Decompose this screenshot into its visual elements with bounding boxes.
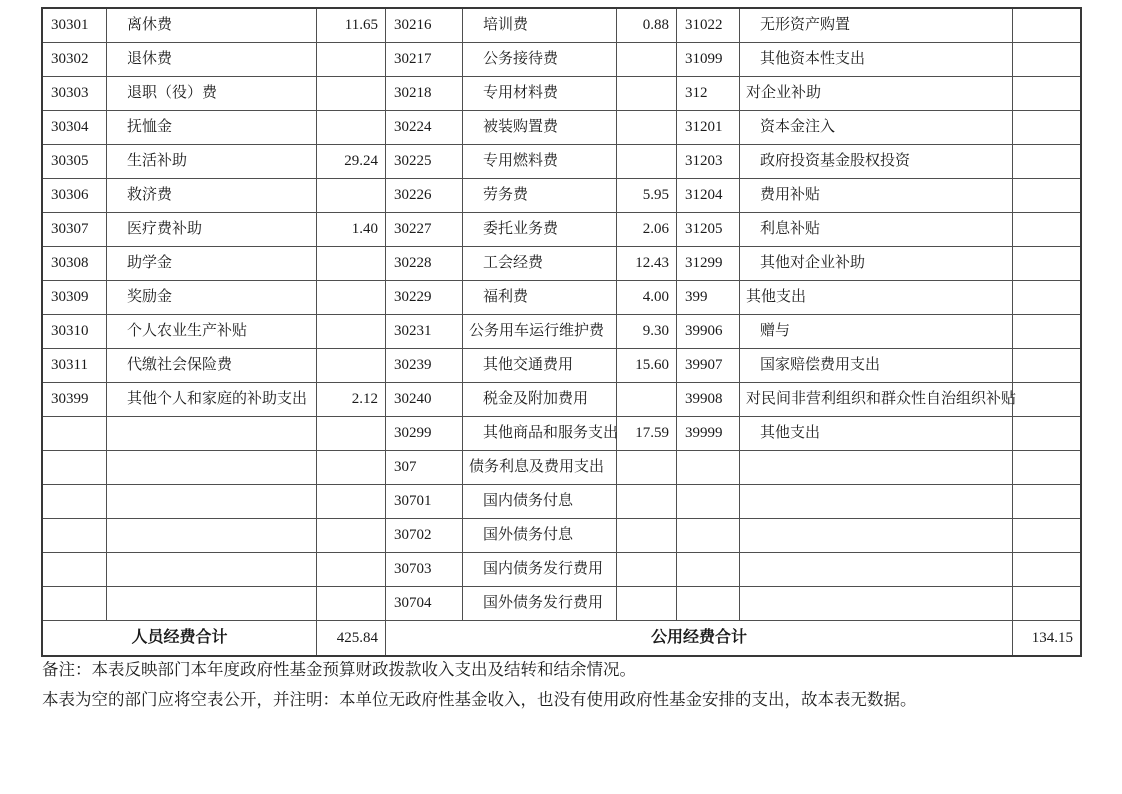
name-cell: 其他个人和家庭的补助支出 [107, 383, 317, 417]
code-cell [43, 553, 107, 587]
name-cell: 公务接待费 [463, 43, 617, 77]
name-cell: 退休费 [107, 43, 317, 77]
name-cell: 无形资产购置 [740, 9, 1013, 43]
name-cell: 专用材料费 [463, 77, 617, 111]
value-cell [1013, 247, 1080, 281]
code-cell: 30225 [386, 145, 463, 179]
value-cell: 1.40 [317, 213, 386, 247]
code-cell: 30307 [43, 213, 107, 247]
code-cell [43, 519, 107, 553]
code-cell: 30306 [43, 179, 107, 213]
value-cell [1013, 383, 1080, 417]
value-cell [1013, 417, 1080, 451]
value-cell [1013, 281, 1080, 315]
code-cell: 31099 [677, 43, 740, 77]
name-cell [107, 451, 317, 485]
code-cell: 30305 [43, 145, 107, 179]
name-cell: 福利费 [463, 281, 617, 315]
code-cell [43, 587, 107, 621]
name-cell: 医疗费补助 [107, 213, 317, 247]
code-cell: 399 [677, 281, 740, 315]
value-cell [317, 77, 386, 111]
value-cell [1013, 553, 1080, 587]
value-cell [617, 77, 677, 111]
name-cell: 其他支出 [740, 281, 1013, 315]
name-cell [107, 519, 317, 553]
value-cell: 11.65 [317, 9, 386, 43]
name-cell: 其他支出 [740, 417, 1013, 451]
code-cell: 30240 [386, 383, 463, 417]
name-cell [740, 553, 1013, 587]
code-cell: 30311 [43, 349, 107, 383]
value-cell [617, 451, 677, 485]
code-cell: 30229 [386, 281, 463, 315]
value-cell [317, 417, 386, 451]
code-cell [677, 519, 740, 553]
name-cell: 资本金注入 [740, 111, 1013, 145]
code-cell: 30304 [43, 111, 107, 145]
government-fund-budget-table [41, 7, 1082, 657]
code-cell: 39999 [677, 417, 740, 451]
value-cell [1013, 519, 1080, 553]
code-cell: 31022 [677, 9, 740, 43]
name-cell: 专用燃料费 [463, 145, 617, 179]
value-cell: 15.60 [617, 349, 677, 383]
value-cell [617, 43, 677, 77]
total-right-value: 134.15 [1031, 629, 1073, 646]
name-cell: 国家赔偿费用支出 [740, 349, 1013, 383]
value-cell [617, 553, 677, 587]
code-cell: 30701 [386, 485, 463, 519]
code-cell: 30216 [386, 9, 463, 43]
name-cell: 奖励金 [107, 281, 317, 315]
value-cell [617, 519, 677, 553]
value-cell: 0.88 [617, 9, 677, 43]
code-cell: 30217 [386, 43, 463, 77]
code-cell: 39907 [677, 349, 740, 383]
value-cell: 17.59 [617, 417, 677, 451]
name-cell: 税金及附加费用 [463, 383, 617, 417]
name-cell: 离休费 [107, 9, 317, 43]
value-cell [1013, 349, 1080, 383]
value-cell [1013, 213, 1080, 247]
name-cell: 工会经费 [463, 247, 617, 281]
code-cell: 30399 [43, 383, 107, 417]
name-cell: 委托业务费 [463, 213, 617, 247]
code-cell: 30702 [386, 519, 463, 553]
name-cell: 培训费 [463, 9, 617, 43]
value-cell [317, 485, 386, 519]
code-cell: 30302 [43, 43, 107, 77]
code-cell: 31205 [677, 213, 740, 247]
name-cell: 其他对企业补助 [740, 247, 1013, 281]
value-cell [317, 349, 386, 383]
code-cell: 30299 [386, 417, 463, 451]
value-cell: 5.95 [617, 179, 677, 213]
name-cell: 代缴社会保险费 [107, 349, 317, 383]
value-cell: 12.43 [617, 247, 677, 281]
value-cell [317, 281, 386, 315]
code-cell: 31203 [677, 145, 740, 179]
code-cell: 30308 [43, 247, 107, 281]
name-cell: 国内债务发行费用 [463, 553, 617, 587]
code-cell: 30239 [386, 349, 463, 383]
code-cell [677, 587, 740, 621]
name-cell: 个人农业生产补贴 [107, 315, 317, 349]
code-cell: 39908 [677, 383, 740, 417]
total-left-label: 人员经费合计 [43, 621, 317, 655]
value-cell [317, 111, 386, 145]
code-cell: 30310 [43, 315, 107, 349]
value-cell [317, 519, 386, 553]
value-cell [1013, 587, 1080, 621]
name-cell: 其他交通费用 [463, 349, 617, 383]
code-cell [677, 451, 740, 485]
name-cell: 公务用车运行维护费 [463, 315, 617, 349]
value-cell [317, 553, 386, 587]
name-cell: 对民间非营利组织和群众性自治组织补贴 [740, 383, 1013, 417]
code-cell [677, 485, 740, 519]
value-cell [1013, 43, 1080, 77]
code-cell [43, 417, 107, 451]
code-cell: 30231 [386, 315, 463, 349]
code-cell: 30228 [386, 247, 463, 281]
code-cell [677, 553, 740, 587]
value-cell [317, 179, 386, 213]
code-cell: 30704 [386, 587, 463, 621]
name-cell: 劳务费 [463, 179, 617, 213]
code-cell: 39906 [677, 315, 740, 349]
name-cell [107, 587, 317, 621]
value-cell [1013, 145, 1080, 179]
name-cell: 助学金 [107, 247, 317, 281]
value-cell: 29.24 [317, 145, 386, 179]
name-cell: 利息补贴 [740, 213, 1013, 247]
name-cell [107, 485, 317, 519]
value-cell [1013, 77, 1080, 111]
code-cell [43, 451, 107, 485]
value-cell: 4.00 [617, 281, 677, 315]
value-cell: 9.30 [617, 315, 677, 349]
name-cell: 抚恤金 [107, 111, 317, 145]
name-cell [107, 417, 317, 451]
code-cell: 307 [386, 451, 463, 485]
name-cell: 国外债务发行费用 [463, 587, 617, 621]
name-cell: 退职（役）费 [107, 77, 317, 111]
name-cell [107, 553, 317, 587]
value-cell [617, 145, 677, 179]
name-cell: 债务利息及费用支出 [463, 451, 617, 485]
name-cell [740, 451, 1013, 485]
code-cell: 30301 [43, 9, 107, 43]
value-cell [1013, 179, 1080, 213]
code-cell: 30703 [386, 553, 463, 587]
name-cell: 救济费 [107, 179, 317, 213]
name-cell [740, 587, 1013, 621]
name-cell: 国外债务付息 [463, 519, 617, 553]
value-cell [317, 315, 386, 349]
code-cell: 30218 [386, 77, 463, 111]
value-cell [617, 111, 677, 145]
value-cell [1013, 111, 1080, 145]
name-cell: 其他商品和服务支出 [463, 417, 617, 451]
code-cell: 312 [677, 77, 740, 111]
code-cell: 30226 [386, 179, 463, 213]
value-cell [1013, 9, 1080, 43]
name-cell: 政府投资基金股权投资 [740, 145, 1013, 179]
value-cell [317, 451, 386, 485]
name-cell: 国内债务付息 [463, 485, 617, 519]
value-cell [617, 383, 677, 417]
code-cell [43, 485, 107, 519]
name-cell [740, 485, 1013, 519]
name-cell [740, 519, 1013, 553]
name-cell: 赠与 [740, 315, 1013, 349]
code-cell: 30227 [386, 213, 463, 247]
footnotes [42, 655, 1102, 715]
code-cell: 31299 [677, 247, 740, 281]
name-cell: 被装购置费 [463, 111, 617, 145]
value-cell [317, 247, 386, 281]
value-cell [1013, 315, 1080, 349]
name-cell: 生活补助 [107, 145, 317, 179]
note-line-1: 备注：本表反映部门本年度政府性基金预算财政拨款收入支出及结转和结余情况。 [42, 660, 636, 679]
code-cell: 31201 [677, 111, 740, 145]
value-cell [317, 43, 386, 77]
value-cell [617, 485, 677, 519]
name-cell: 费用补贴 [740, 179, 1013, 213]
value-cell [617, 587, 677, 621]
code-cell: 30224 [386, 111, 463, 145]
value-cell [1013, 451, 1080, 485]
value-cell [317, 587, 386, 621]
value-cell: 2.06 [617, 213, 677, 247]
note-line-2: 本表为空的部门应将空表公开，并注明：本单位无政府性基金收入，也没有使用政府性基金安排的支出，故本表无数据。 [42, 690, 917, 709]
code-cell: 30303 [43, 77, 107, 111]
total-right-label: 公用经费合计 [386, 621, 1013, 655]
code-cell: 31204 [677, 179, 740, 213]
code-cell: 30309 [43, 281, 107, 315]
name-cell: 其他资本性支出 [740, 43, 1013, 77]
value-cell [1013, 485, 1080, 519]
name-cell: 对企业补助 [740, 77, 1013, 111]
total-left-value: 425.84 [317, 621, 386, 655]
value-cell: 2.12 [317, 383, 386, 417]
